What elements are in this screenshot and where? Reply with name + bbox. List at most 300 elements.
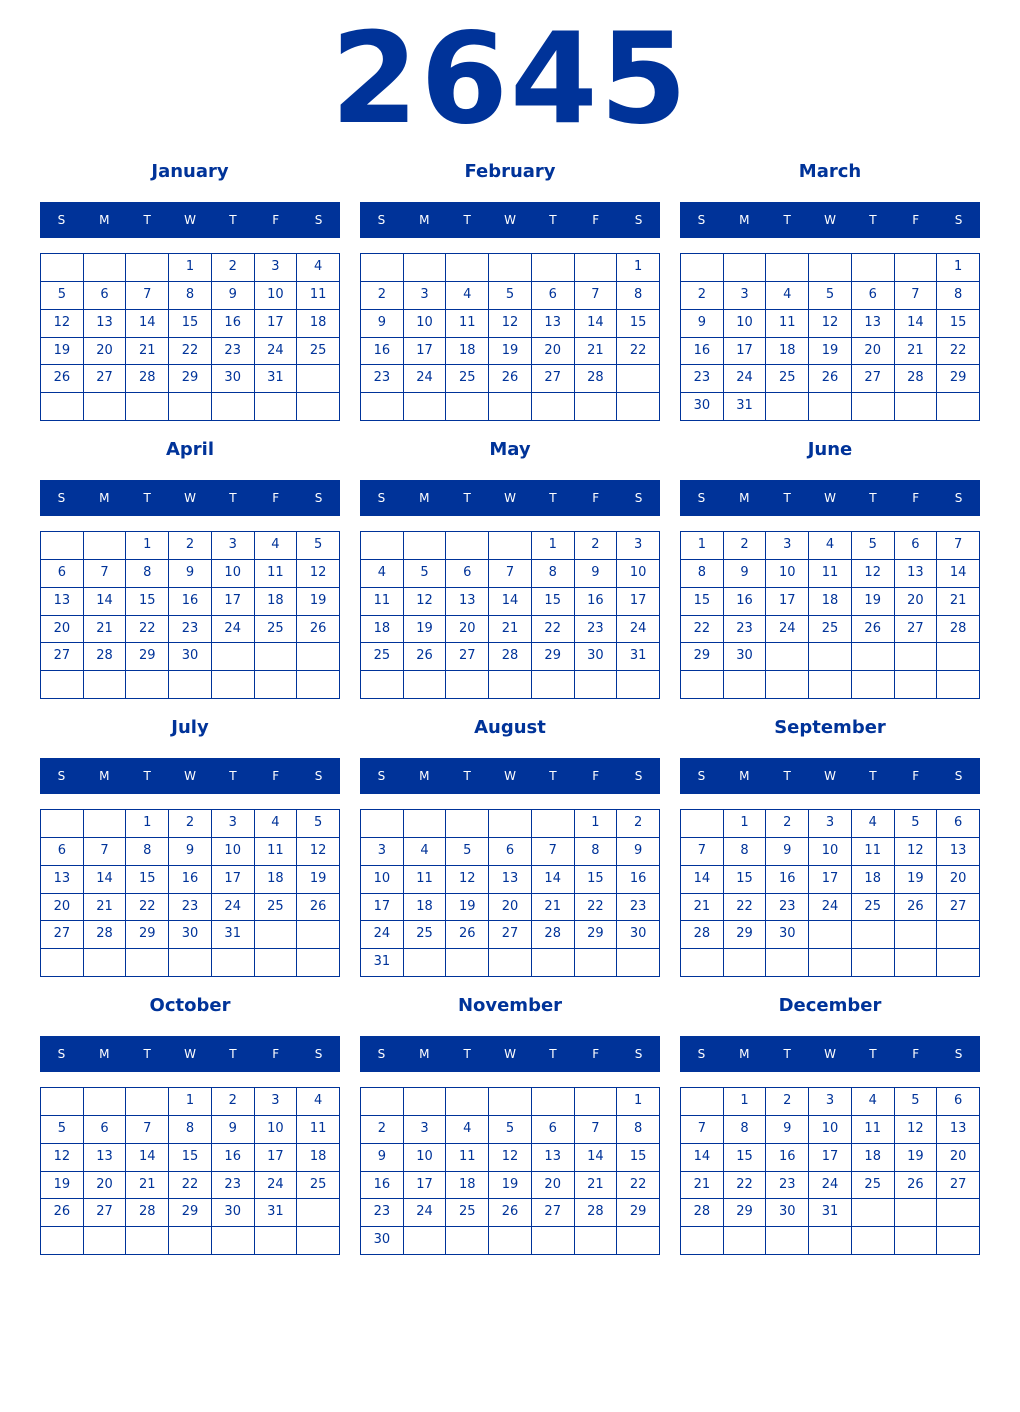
- day-cell[interactable]: 21: [575, 1172, 618, 1200]
- day-cell[interactable]: 23: [681, 365, 724, 393]
- day-cell[interactable]: 14: [681, 1144, 724, 1172]
- day-cell[interactable]: 14: [84, 588, 127, 616]
- day-cell[interactable]: 6: [446, 560, 489, 588]
- day-cell[interactable]: 5: [41, 1116, 84, 1144]
- day-cell[interactable]: 21: [84, 616, 127, 644]
- day-cell[interactable]: 13: [852, 310, 895, 338]
- day-cell[interactable]: 13: [532, 310, 575, 338]
- day-cell[interactable]: 18: [446, 1172, 489, 1200]
- day-cell[interactable]: 31: [617, 643, 660, 671]
- day-cell[interactable]: 4: [297, 1088, 340, 1116]
- day-cell[interactable]: 7: [681, 1116, 724, 1144]
- day-cell[interactable]: 5: [404, 560, 447, 588]
- day-cell[interactable]: 29: [126, 921, 169, 949]
- day-cell[interactable]: 18: [255, 588, 298, 616]
- day-cell[interactable]: 6: [532, 282, 575, 310]
- day-cell[interactable]: 9: [724, 560, 767, 588]
- day-cell[interactable]: 29: [169, 365, 212, 393]
- day-cell[interactable]: 17: [809, 866, 852, 894]
- day-cell[interactable]: 18: [446, 338, 489, 366]
- day-cell[interactable]: 13: [84, 1144, 127, 1172]
- day-cell[interactable]: 21: [126, 338, 169, 366]
- day-cell[interactable]: 7: [84, 838, 127, 866]
- day-cell[interactable]: 31: [212, 921, 255, 949]
- day-cell[interactable]: 8: [724, 1116, 767, 1144]
- day-cell[interactable]: 3: [361, 838, 404, 866]
- day-cell[interactable]: 26: [809, 365, 852, 393]
- day-cell[interactable]: 7: [126, 282, 169, 310]
- day-cell[interactable]: 6: [937, 810, 980, 838]
- day-cell[interactable]: 24: [212, 894, 255, 922]
- day-cell[interactable]: 9: [766, 838, 809, 866]
- day-cell[interactable]: 10: [212, 560, 255, 588]
- day-cell[interactable]: 15: [169, 1144, 212, 1172]
- day-cell[interactable]: 26: [852, 616, 895, 644]
- day-cell[interactable]: 26: [297, 616, 340, 644]
- day-cell[interactable]: 7: [126, 1116, 169, 1144]
- day-cell[interactable]: 6: [489, 838, 532, 866]
- day-cell[interactable]: 19: [895, 866, 938, 894]
- day-cell[interactable]: 3: [255, 1088, 298, 1116]
- day-cell[interactable]: 16: [681, 338, 724, 366]
- day-cell[interactable]: 9: [169, 838, 212, 866]
- day-cell[interactable]: 20: [852, 338, 895, 366]
- day-cell[interactable]: 19: [489, 338, 532, 366]
- day-cell[interactable]: 10: [361, 866, 404, 894]
- day-cell[interactable]: 20: [532, 1172, 575, 1200]
- day-cell[interactable]: 2: [169, 810, 212, 838]
- day-cell[interactable]: 21: [681, 894, 724, 922]
- day-cell[interactable]: 25: [297, 338, 340, 366]
- day-cell[interactable]: 22: [532, 616, 575, 644]
- day-cell[interactable]: 19: [852, 588, 895, 616]
- day-cell[interactable]: 23: [766, 1172, 809, 1200]
- day-cell[interactable]: 25: [852, 1172, 895, 1200]
- day-cell[interactable]: 13: [532, 1144, 575, 1172]
- day-cell[interactable]: 19: [297, 588, 340, 616]
- day-cell[interactable]: 11: [766, 310, 809, 338]
- day-cell[interactable]: 13: [41, 588, 84, 616]
- day-cell[interactable]: 16: [575, 588, 618, 616]
- day-cell[interactable]: 28: [681, 1199, 724, 1227]
- day-cell[interactable]: 26: [489, 365, 532, 393]
- day-cell[interactable]: 11: [255, 560, 298, 588]
- day-cell[interactable]: 13: [41, 866, 84, 894]
- day-cell[interactable]: 6: [41, 838, 84, 866]
- day-cell[interactable]: 15: [532, 588, 575, 616]
- day-cell[interactable]: 20: [41, 894, 84, 922]
- day-cell[interactable]: 24: [255, 1172, 298, 1200]
- day-cell[interactable]: 9: [575, 560, 618, 588]
- day-cell[interactable]: 15: [937, 310, 980, 338]
- day-cell[interactable]: 5: [852, 532, 895, 560]
- day-cell[interactable]: 24: [212, 616, 255, 644]
- day-cell[interactable]: 9: [766, 1116, 809, 1144]
- day-cell[interactable]: 9: [169, 560, 212, 588]
- day-cell[interactable]: 20: [41, 616, 84, 644]
- day-cell[interactable]: 14: [895, 310, 938, 338]
- day-cell[interactable]: 2: [169, 532, 212, 560]
- day-cell[interactable]: 30: [212, 1199, 255, 1227]
- day-cell[interactable]: 1: [681, 532, 724, 560]
- day-cell[interactable]: 30: [617, 921, 660, 949]
- day-cell[interactable]: 25: [404, 921, 447, 949]
- day-cell[interactable]: 5: [489, 1116, 532, 1144]
- day-cell[interactable]: 22: [724, 1172, 767, 1200]
- day-cell[interactable]: 3: [724, 282, 767, 310]
- day-cell[interactable]: 4: [404, 838, 447, 866]
- day-cell[interactable]: 16: [361, 1172, 404, 1200]
- day-cell[interactable]: 15: [126, 588, 169, 616]
- day-cell[interactable]: 10: [255, 282, 298, 310]
- day-cell[interactable]: 5: [297, 532, 340, 560]
- day-cell[interactable]: 24: [617, 616, 660, 644]
- day-cell[interactable]: 19: [446, 894, 489, 922]
- day-cell[interactable]: 23: [212, 1172, 255, 1200]
- day-cell[interactable]: 2: [361, 282, 404, 310]
- day-cell[interactable]: 12: [489, 1144, 532, 1172]
- day-cell[interactable]: 24: [404, 365, 447, 393]
- day-cell[interactable]: 26: [41, 1199, 84, 1227]
- day-cell[interactable]: 19: [489, 1172, 532, 1200]
- day-cell[interactable]: 14: [489, 588, 532, 616]
- day-cell[interactable]: 25: [255, 894, 298, 922]
- day-cell[interactable]: 24: [404, 1199, 447, 1227]
- day-cell[interactable]: 27: [446, 643, 489, 671]
- day-cell[interactable]: 4: [446, 1116, 489, 1144]
- day-cell[interactable]: 31: [809, 1199, 852, 1227]
- day-cell[interactable]: 10: [404, 1144, 447, 1172]
- day-cell[interactable]: 3: [212, 532, 255, 560]
- day-cell[interactable]: 18: [404, 894, 447, 922]
- day-cell[interactable]: 24: [361, 921, 404, 949]
- day-cell[interactable]: 17: [255, 1144, 298, 1172]
- day-cell[interactable]: 17: [617, 588, 660, 616]
- day-cell[interactable]: 24: [766, 616, 809, 644]
- day-cell[interactable]: 30: [212, 365, 255, 393]
- day-cell[interactable]: 12: [297, 560, 340, 588]
- day-cell[interactable]: 27: [532, 1199, 575, 1227]
- day-cell[interactable]: 5: [809, 282, 852, 310]
- day-cell[interactable]: 7: [937, 532, 980, 560]
- day-cell[interactable]: 2: [766, 1088, 809, 1116]
- day-cell[interactable]: 29: [617, 1199, 660, 1227]
- day-cell[interactable]: 12: [297, 838, 340, 866]
- day-cell[interactable]: 5: [41, 282, 84, 310]
- day-cell[interactable]: 12: [489, 310, 532, 338]
- day-cell[interactable]: 4: [361, 560, 404, 588]
- day-cell[interactable]: 17: [212, 588, 255, 616]
- day-cell[interactable]: 21: [489, 616, 532, 644]
- day-cell[interactable]: 28: [895, 365, 938, 393]
- day-cell[interactable]: 25: [446, 365, 489, 393]
- day-cell[interactable]: 20: [489, 894, 532, 922]
- day-cell[interactable]: 13: [937, 1116, 980, 1144]
- day-cell[interactable]: 31: [724, 393, 767, 421]
- day-cell[interactable]: 22: [169, 1172, 212, 1200]
- day-cell[interactable]: 27: [852, 365, 895, 393]
- day-cell[interactable]: 26: [404, 643, 447, 671]
- day-cell[interactable]: 18: [297, 1144, 340, 1172]
- day-cell[interactable]: 14: [532, 866, 575, 894]
- day-cell[interactable]: 29: [532, 643, 575, 671]
- day-cell[interactable]: 22: [126, 894, 169, 922]
- day-cell[interactable]: 31: [255, 1199, 298, 1227]
- day-cell[interactable]: 24: [809, 1172, 852, 1200]
- day-cell[interactable]: 28: [84, 643, 127, 671]
- day-cell[interactable]: 17: [766, 588, 809, 616]
- day-cell[interactable]: 24: [809, 894, 852, 922]
- day-cell[interactable]: 6: [84, 1116, 127, 1144]
- day-cell[interactable]: 14: [126, 310, 169, 338]
- day-cell[interactable]: 1: [126, 810, 169, 838]
- day-cell[interactable]: 19: [297, 866, 340, 894]
- day-cell[interactable]: 12: [41, 1144, 84, 1172]
- day-cell[interactable]: 5: [895, 810, 938, 838]
- day-cell[interactable]: 8: [532, 560, 575, 588]
- day-cell[interactable]: 13: [84, 310, 127, 338]
- day-cell[interactable]: 19: [41, 338, 84, 366]
- day-cell[interactable]: 22: [724, 894, 767, 922]
- day-cell[interactable]: 21: [126, 1172, 169, 1200]
- day-cell[interactable]: 26: [297, 894, 340, 922]
- day-cell[interactable]: 29: [724, 921, 767, 949]
- day-cell[interactable]: 25: [255, 616, 298, 644]
- day-cell[interactable]: 13: [937, 838, 980, 866]
- day-cell[interactable]: 11: [255, 838, 298, 866]
- day-cell[interactable]: 9: [361, 310, 404, 338]
- day-cell[interactable]: 1: [617, 254, 660, 282]
- day-cell[interactable]: 25: [361, 643, 404, 671]
- day-cell[interactable]: 17: [361, 894, 404, 922]
- day-cell[interactable]: 3: [404, 1116, 447, 1144]
- day-cell[interactable]: 3: [404, 282, 447, 310]
- day-cell[interactable]: 24: [255, 338, 298, 366]
- day-cell[interactable]: 1: [169, 254, 212, 282]
- day-cell[interactable]: 3: [809, 810, 852, 838]
- day-cell[interactable]: 28: [84, 921, 127, 949]
- day-cell[interactable]: 26: [446, 921, 489, 949]
- day-cell[interactable]: 3: [617, 532, 660, 560]
- day-cell[interactable]: 18: [809, 588, 852, 616]
- day-cell[interactable]: 19: [404, 616, 447, 644]
- day-cell[interactable]: 14: [681, 866, 724, 894]
- day-cell[interactable]: 17: [809, 1144, 852, 1172]
- day-cell[interactable]: 25: [446, 1199, 489, 1227]
- day-cell[interactable]: 1: [169, 1088, 212, 1116]
- day-cell[interactable]: 21: [532, 894, 575, 922]
- day-cell[interactable]: 25: [852, 894, 895, 922]
- day-cell[interactable]: 19: [41, 1172, 84, 1200]
- day-cell[interactable]: 16: [766, 866, 809, 894]
- day-cell[interactable]: 8: [169, 1116, 212, 1144]
- day-cell[interactable]: 14: [575, 310, 618, 338]
- day-cell[interactable]: 2: [617, 810, 660, 838]
- day-cell[interactable]: 3: [255, 254, 298, 282]
- day-cell[interactable]: 27: [532, 365, 575, 393]
- day-cell[interactable]: 11: [852, 838, 895, 866]
- day-cell[interactable]: 31: [255, 365, 298, 393]
- day-cell[interactable]: 12: [41, 310, 84, 338]
- day-cell[interactable]: 11: [404, 866, 447, 894]
- day-cell[interactable]: 4: [255, 810, 298, 838]
- day-cell[interactable]: 21: [575, 338, 618, 366]
- day-cell[interactable]: 20: [937, 866, 980, 894]
- day-cell[interactable]: 30: [766, 1199, 809, 1227]
- day-cell[interactable]: 23: [212, 338, 255, 366]
- day-cell[interactable]: 8: [617, 1116, 660, 1144]
- day-cell[interactable]: 22: [575, 894, 618, 922]
- day-cell[interactable]: 20: [446, 616, 489, 644]
- day-cell[interactable]: 27: [84, 1199, 127, 1227]
- day-cell[interactable]: 20: [84, 338, 127, 366]
- day-cell[interactable]: 23: [724, 616, 767, 644]
- day-cell[interactable]: 20: [895, 588, 938, 616]
- day-cell[interactable]: 23: [361, 1199, 404, 1227]
- day-cell[interactable]: 27: [937, 1172, 980, 1200]
- day-cell[interactable]: 27: [84, 365, 127, 393]
- day-cell[interactable]: 11: [297, 1116, 340, 1144]
- day-cell[interactable]: 13: [489, 866, 532, 894]
- day-cell[interactable]: 8: [617, 282, 660, 310]
- day-cell[interactable]: 11: [446, 310, 489, 338]
- day-cell[interactable]: 18: [852, 1144, 895, 1172]
- day-cell[interactable]: 4: [852, 1088, 895, 1116]
- day-cell[interactable]: 12: [809, 310, 852, 338]
- day-cell[interactable]: 19: [895, 1144, 938, 1172]
- day-cell[interactable]: 14: [575, 1144, 618, 1172]
- day-cell[interactable]: 4: [809, 532, 852, 560]
- day-cell[interactable]: 22: [126, 616, 169, 644]
- day-cell[interactable]: 17: [404, 338, 447, 366]
- day-cell[interactable]: 30: [169, 643, 212, 671]
- day-cell[interactable]: 5: [895, 1088, 938, 1116]
- day-cell[interactable]: 8: [169, 282, 212, 310]
- day-cell[interactable]: 14: [126, 1144, 169, 1172]
- day-cell[interactable]: 23: [361, 365, 404, 393]
- day-cell[interactable]: 16: [212, 310, 255, 338]
- day-cell[interactable]: 18: [297, 310, 340, 338]
- day-cell[interactable]: 29: [126, 643, 169, 671]
- day-cell[interactable]: 15: [126, 866, 169, 894]
- day-cell[interactable]: 21: [937, 588, 980, 616]
- day-cell[interactable]: 22: [169, 338, 212, 366]
- day-cell[interactable]: 8: [937, 282, 980, 310]
- day-cell[interactable]: 13: [895, 560, 938, 588]
- day-cell[interactable]: 7: [84, 560, 127, 588]
- day-cell[interactable]: 5: [297, 810, 340, 838]
- day-cell[interactable]: 2: [724, 532, 767, 560]
- day-cell[interactable]: 23: [617, 894, 660, 922]
- day-cell[interactable]: 1: [724, 1088, 767, 1116]
- day-cell[interactable]: 26: [489, 1199, 532, 1227]
- day-cell[interactable]: 9: [681, 310, 724, 338]
- day-cell[interactable]: 22: [617, 338, 660, 366]
- day-cell[interactable]: 17: [724, 338, 767, 366]
- day-cell[interactable]: 6: [895, 532, 938, 560]
- day-cell[interactable]: 21: [681, 1172, 724, 1200]
- day-cell[interactable]: 29: [575, 921, 618, 949]
- day-cell[interactable]: 26: [895, 894, 938, 922]
- day-cell[interactable]: 27: [489, 921, 532, 949]
- day-cell[interactable]: 19: [809, 338, 852, 366]
- day-cell[interactable]: 2: [575, 532, 618, 560]
- day-cell[interactable]: 13: [446, 588, 489, 616]
- day-cell[interactable]: 26: [41, 365, 84, 393]
- day-cell[interactable]: 22: [681, 616, 724, 644]
- day-cell[interactable]: 7: [575, 282, 618, 310]
- day-cell[interactable]: 1: [617, 1088, 660, 1116]
- day-cell[interactable]: 29: [681, 643, 724, 671]
- day-cell[interactable]: 7: [681, 838, 724, 866]
- day-cell[interactable]: 15: [169, 310, 212, 338]
- day-cell[interactable]: 5: [489, 282, 532, 310]
- day-cell[interactable]: 7: [532, 838, 575, 866]
- day-cell[interactable]: 20: [937, 1144, 980, 1172]
- day-cell[interactable]: 27: [41, 643, 84, 671]
- day-cell[interactable]: 24: [724, 365, 767, 393]
- day-cell[interactable]: 16: [766, 1144, 809, 1172]
- day-cell[interactable]: 7: [489, 560, 532, 588]
- day-cell[interactable]: 14: [84, 866, 127, 894]
- day-cell[interactable]: 16: [169, 588, 212, 616]
- day-cell[interactable]: 12: [446, 866, 489, 894]
- day-cell[interactable]: 20: [532, 338, 575, 366]
- day-cell[interactable]: 10: [255, 1116, 298, 1144]
- day-cell[interactable]: 4: [446, 282, 489, 310]
- day-cell[interactable]: 8: [126, 838, 169, 866]
- day-cell[interactable]: 28: [126, 1199, 169, 1227]
- day-cell[interactable]: 9: [361, 1144, 404, 1172]
- day-cell[interactable]: 30: [169, 921, 212, 949]
- day-cell[interactable]: 16: [724, 588, 767, 616]
- day-cell[interactable]: 3: [766, 532, 809, 560]
- day-cell[interactable]: 11: [852, 1116, 895, 1144]
- day-cell[interactable]: 1: [724, 810, 767, 838]
- day-cell[interactable]: 4: [255, 532, 298, 560]
- day-cell[interactable]: 18: [361, 616, 404, 644]
- day-cell[interactable]: 1: [532, 532, 575, 560]
- day-cell[interactable]: 1: [937, 254, 980, 282]
- day-cell[interactable]: 15: [724, 1144, 767, 1172]
- day-cell[interactable]: 30: [681, 393, 724, 421]
- day-cell[interactable]: 3: [809, 1088, 852, 1116]
- day-cell[interactable]: 17: [212, 866, 255, 894]
- day-cell[interactable]: 9: [212, 1116, 255, 1144]
- day-cell[interactable]: 1: [126, 532, 169, 560]
- day-cell[interactable]: 18: [255, 866, 298, 894]
- day-cell[interactable]: 23: [575, 616, 618, 644]
- day-cell[interactable]: 16: [169, 866, 212, 894]
- day-cell[interactable]: 7: [575, 1116, 618, 1144]
- day-cell[interactable]: 23: [766, 894, 809, 922]
- day-cell[interactable]: 21: [84, 894, 127, 922]
- day-cell[interactable]: 28: [575, 1199, 618, 1227]
- day-cell[interactable]: 28: [681, 921, 724, 949]
- day-cell[interactable]: 30: [575, 643, 618, 671]
- day-cell[interactable]: 30: [361, 1227, 404, 1255]
- day-cell[interactable]: 10: [212, 838, 255, 866]
- day-cell[interactable]: 11: [297, 282, 340, 310]
- day-cell[interactable]: 12: [852, 560, 895, 588]
- day-cell[interactable]: 15: [681, 588, 724, 616]
- day-cell[interactable]: 6: [852, 282, 895, 310]
- day-cell[interactable]: 25: [809, 616, 852, 644]
- day-cell[interactable]: 29: [724, 1199, 767, 1227]
- day-cell[interactable]: 2: [766, 810, 809, 838]
- day-cell[interactable]: 10: [724, 310, 767, 338]
- day-cell[interactable]: 2: [681, 282, 724, 310]
